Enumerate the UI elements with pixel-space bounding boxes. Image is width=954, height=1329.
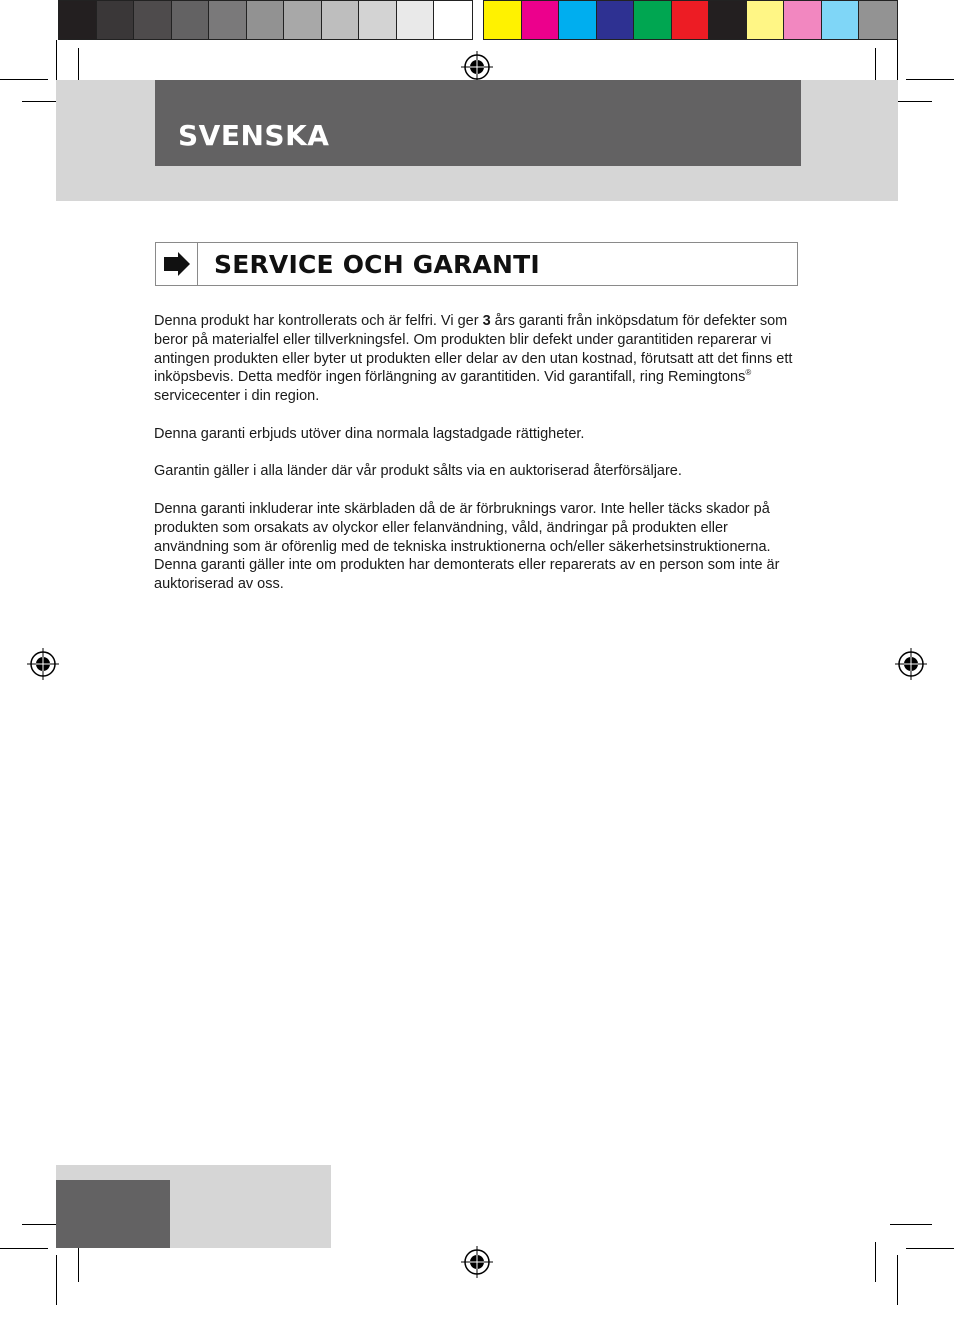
text-run: Denna produkt har kontrollerats och är felfri. Vi ger: [154, 313, 483, 329]
registered-mark: ®: [745, 368, 752, 378]
crop-mark: [0, 1248, 48, 1249]
paragraph-exclusions: Denna garanti inkluderar inte skärbladen då de är förbruknings varor. Inte heller täcks skador på produkten som orsakats av olyckor eller felanvändning, våld, ändringar på produkten eller användning som är oförenlig med de tekniska instruktionerna och/eller säkerhetsinstruktionerna. Denna garanti gäller inte om produkten har demonterats eller reparerats av en person som inte är auktoriserad av oss.: [154, 500, 780, 593]
color-swatch: [247, 1, 285, 39]
crop-mark: [0, 79, 48, 80]
color-swatch: [97, 1, 135, 39]
color-swatch: [859, 1, 897, 39]
language-title: SVENSKA: [178, 119, 330, 152]
text-run: servicecenter i din region.: [154, 388, 320, 405]
color-swatch: [522, 1, 560, 39]
color-swatch: [284, 1, 322, 39]
color-swatch: [484, 1, 522, 39]
paragraph-validity: Garantin gäller i alla länder där vår produkt sålts via en auktoriserad återförsäljare.: [154, 463, 682, 480]
color-swatch: [784, 1, 822, 39]
color-swatch: [322, 1, 360, 39]
arrow-right-icon: [162, 251, 192, 277]
warranty-text: [154, 312, 804, 613]
color-swatch: [59, 1, 97, 39]
section-heading: [155, 242, 798, 286]
crop-mark: [906, 1248, 954, 1249]
paragraph-warranty-terms: [154, 312, 804, 406]
registration-mark-icon: [895, 648, 927, 680]
crop-mark: [875, 1242, 876, 1282]
color-swatch: [434, 1, 472, 39]
color-swatch: [134, 1, 172, 39]
color-swatch: [672, 1, 710, 39]
crop-mark: [56, 1255, 57, 1305]
color-swatch: [709, 1, 747, 39]
section-title: SERVICE OCH GARANTI: [214, 250, 540, 279]
warranty-years: 3: [482, 313, 491, 329]
footer-page-tab: [56, 1180, 170, 1248]
color-swatch: [209, 1, 247, 39]
crop-mark: [897, 1255, 898, 1305]
color-swatch: [559, 1, 597, 39]
paragraph-statutory-rights: Denna garanti erbjuds utöver dina normala lagstadgade rättigheter.: [154, 425, 585, 442]
registration-mark-icon: [461, 51, 493, 83]
color-swatch: [747, 1, 785, 39]
crop-mark: [890, 1224, 932, 1225]
registration-mark-icon: [461, 1246, 493, 1278]
crop-mark: [78, 1242, 79, 1282]
gray-swatch-bar: [58, 0, 473, 40]
color-swatch: [172, 1, 210, 39]
registration-mark-icon: [27, 648, 59, 680]
crop-mark: [906, 79, 954, 80]
color-swatch: [597, 1, 635, 39]
color-swatch: [634, 1, 672, 39]
arrow-cell: [156, 243, 198, 285]
color-swatch: [397, 1, 435, 39]
color-swatch: [822, 1, 860, 39]
color-swatch: [359, 1, 397, 39]
text-run: års garanti från inköpsdatum för defekter som beror på materialfel eller tillverkningsfel. Om produkten blir defekt under garantitiden reparerar vi antingen produkten eller byter ut produkten eller delar av den utan kostnad, förutsatt att det finns ett inköpsbevis. Detta medför ingen förlängning av garantitiden. Vid garantifall, ring Remingtons: [154, 313, 793, 386]
color-swatch-bar: [483, 0, 898, 40]
